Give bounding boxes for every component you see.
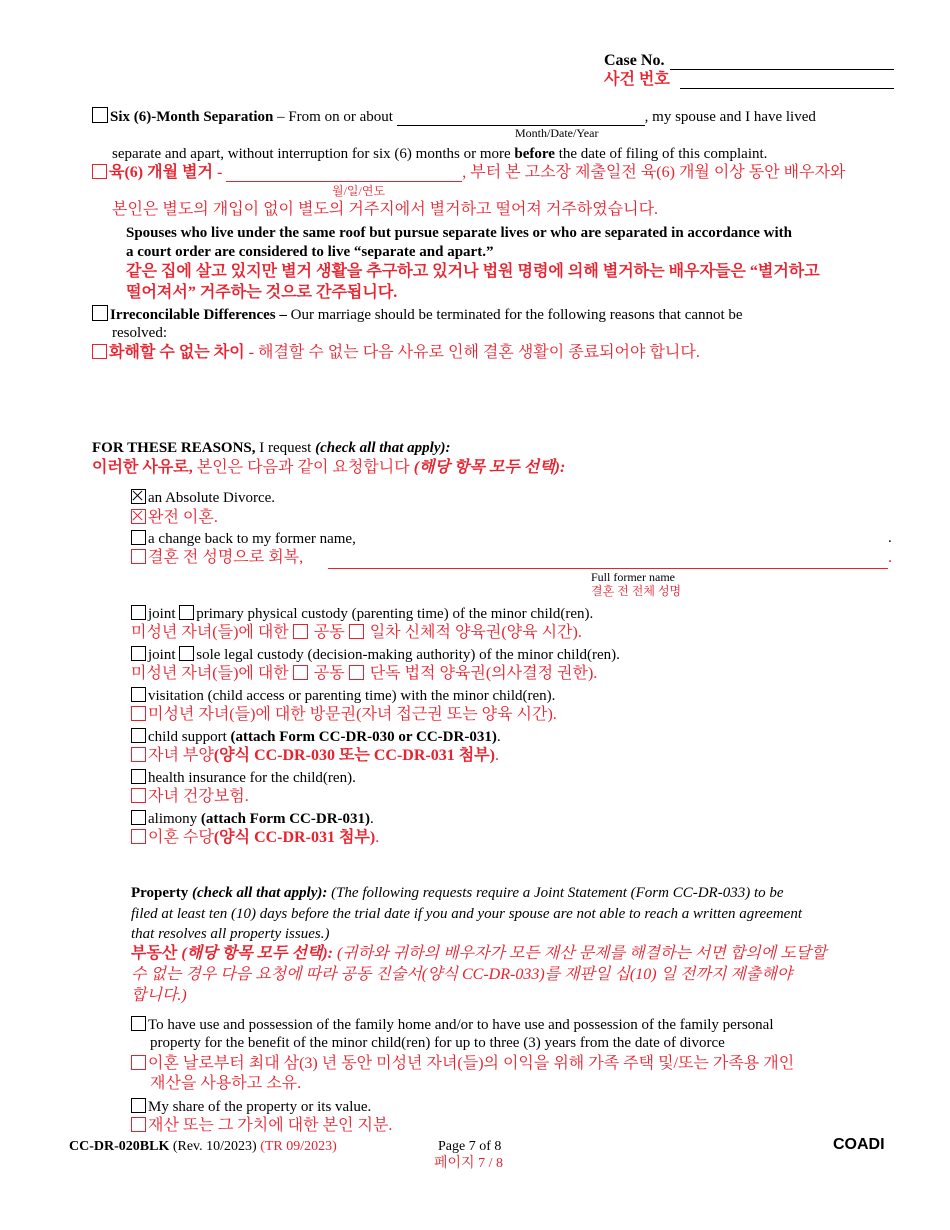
separation-date-field[interactable]	[397, 111, 645, 126]
request-name: a change back to my former name,	[131, 530, 356, 548]
coadi-logo: COADI	[833, 1136, 885, 1153]
request-alimony: alimony (attach Form CC-DR-031).	[131, 810, 374, 828]
share-checkbox[interactable]	[131, 1098, 146, 1113]
legal-sole-checkbox-ko[interactable]	[349, 665, 364, 680]
request-legal-custody-ko: 미성년 자녀(들)에 대한 공동 단독 법적 양육권(의사결정 권한).	[131, 665, 598, 682]
insurance-checkbox[interactable]	[131, 769, 146, 784]
request-divorce-ko: 완전 이혼.	[131, 509, 218, 527]
property-home-ko-line2: 재산을 사용하고 소유.	[150, 1075, 302, 1092]
separation-note-ko-line2: 떨어져서” 거주하는 것으로 간주됩니다.	[126, 284, 398, 301]
separation-date-hint-ko: 월/일/연도	[332, 184, 386, 198]
alimony-checkbox[interactable]	[131, 810, 146, 825]
separation-note-line2: a court order are considered to live “separate and apart.”	[126, 244, 494, 260]
visitation-checkbox[interactable]	[131, 687, 146, 702]
separation-checkbox[interactable]	[92, 107, 108, 123]
footer-page-ko: 페이지 7 / 8	[434, 1156, 503, 1171]
legal-joint-checkbox[interactable]	[131, 646, 146, 661]
property-home-line1: To have use and possession of the family home and/or to have use and possession of the family personal	[131, 1016, 773, 1034]
name-checkbox-ko[interactable]	[131, 549, 146, 564]
request-name-ko: 결혼 전 성명으로 회복,	[131, 549, 303, 567]
name-period-ko: .	[888, 549, 892, 566]
separation-note-line1: Spouses who live under the same roof but pursue separate lives or who are separated in accordance with	[126, 225, 792, 241]
irreconcilable-checkbox[interactable]	[92, 305, 108, 321]
alimony-checkbox-ko[interactable]	[131, 829, 146, 844]
support-checkbox[interactable]	[131, 728, 146, 743]
footer-page: Page 7 of 8	[438, 1139, 502, 1154]
name-checkbox[interactable]	[131, 530, 146, 545]
irreconcilable-line2: resolved:	[112, 325, 167, 341]
separation-line2: separate and apart, without interruption for six (6) months or more before the date of filing of this complaint.	[112, 146, 768, 162]
divorce-checkbox[interactable]	[131, 489, 146, 504]
share-checkbox-ko[interactable]	[131, 1117, 146, 1132]
insurance-checkbox-ko[interactable]	[131, 788, 146, 803]
property-ko-line3: 합니다.)	[131, 987, 187, 1004]
former-name-hint: Full former name	[591, 570, 675, 584]
request-health-insurance-ko: 자녀 건강보험.	[131, 788, 249, 806]
request-alimony-ko: 이혼 수당(양식 CC-DR-031 첨부).	[131, 829, 379, 847]
separation-line1: Six (6)-Month Separation – From on or about , my spouse and I have lived	[92, 107, 816, 126]
reasons-heading: FOR THESE REASONS, I request (check all that apply):	[92, 440, 451, 456]
property-share-ko: 재산 또는 그 가치에 대한 본인 지분.	[131, 1117, 392, 1135]
property-share: My share of the property or its value.	[131, 1098, 371, 1116]
separation-ko-line1: 육(6) 개월 별거 - , 부터 본 고소장 제출일전 육(6) 개월 이상 동안 배우자와	[92, 164, 846, 182]
physical-joint-checkbox[interactable]	[131, 605, 146, 620]
request-visitation: visitation (child access or parenting time) with the minor child(ren).	[131, 687, 555, 705]
legal-joint-checkbox-ko[interactable]	[293, 665, 308, 680]
case-no-field[interactable]	[670, 52, 894, 70]
home-checkbox-ko[interactable]	[131, 1055, 146, 1070]
property-intro-line3: that resolves all property issues.)	[131, 926, 330, 942]
property-intro-line1: Property (check all that apply): (The following requests require a Joint Statement (Form CC-DR-033) to be	[131, 885, 784, 901]
property-home-line2: property for the benefit of the minor child(ren) for up to three (3) years from the date of divorce	[150, 1035, 725, 1051]
case-no-field-ko[interactable]	[680, 71, 894, 89]
separation-checkbox-ko[interactable]	[92, 164, 107, 179]
former-name-field[interactable]	[328, 550, 888, 569]
separation-note-ko-line1: 같은 집에 살고 있지만 별거 생활을 추구하고 있거나 법원 명령에 의해 별거하는 배우자들은 “별거하고	[126, 263, 820, 280]
separation-ko-line2: 본인은 별도의 개입이 없이 별도의 거주지에서 별거하고 떨어져 거주하였습니다.	[112, 201, 659, 218]
physical-joint-checkbox-ko[interactable]	[293, 624, 308, 639]
footer-form-id: CC-DR-020BLK (Rev. 10/2023) (TR 09/2023)	[69, 1139, 337, 1154]
request-child-support: child support (attach Form CC-DR-030 or CC-DR-031).	[131, 728, 501, 746]
reasons-heading-ko: 이러한 사유로, 본인은 다음과 같이 요청합니다 (해당 항목 모두 선택):	[92, 459, 566, 476]
name-period: .	[888, 530, 892, 546]
former-name-hint-ko: 결혼 전 전체 성명	[591, 584, 682, 598]
request-divorce: an Absolute Divorce.	[131, 489, 275, 507]
irreconcilable-checkbox-ko[interactable]	[92, 344, 107, 359]
property-ko-line2: 수 없는 경우 다음 요청에 따라 공동 진술서(양식 CC-DR-033)를 재판일 십(10) 일 전까지 제출해야	[131, 966, 793, 983]
case-no-label: Case No.	[604, 52, 665, 69]
irreconcilable-line1: Irreconcilable Differences – Our marriage should be terminated for the following reasons that cannot be	[92, 305, 743, 324]
property-intro-line2: filed at least ten (10) days before the trial date if you and your spouse are not able to reach a written agreement	[131, 906, 802, 922]
case-no-label-ko: 사건 번호	[604, 71, 670, 88]
request-health-insurance: health insurance for the child(ren).	[131, 769, 356, 787]
request-legal-custody: joint sole legal custody (decision-making authority) of the minor child(ren).	[131, 646, 620, 664]
divorce-checkbox-ko[interactable]	[131, 509, 146, 524]
physical-primary-checkbox[interactable]	[179, 605, 194, 620]
irreconcilable-ko: 화해할 수 없는 차이 - 해결할 수 없는 다음 사유로 인해 결혼 생활이 종료되어야 합니다.	[92, 344, 700, 362]
separation-date-hint: Month/Date/Year	[515, 126, 599, 140]
home-checkbox[interactable]	[131, 1016, 146, 1031]
visitation-checkbox-ko[interactable]	[131, 706, 146, 721]
request-visitation-ko: 미성년 자녀(들)에 대한 방문권(자녀 접근권 또는 양육 시간).	[131, 706, 557, 724]
request-physical-custody: joint primary physical custody (parenting time) of the minor child(ren).	[131, 605, 593, 623]
request-physical-custody-ko: 미성년 자녀(들)에 대한 공동 일차 신체적 양육권(양육 시간).	[131, 624, 582, 641]
physical-primary-checkbox-ko[interactable]	[349, 624, 364, 639]
property-home-ko-line1: 이혼 날로부터 최대 삼(3) 년 동안 미성년 자녀(들)의 이익을 위해 가족 주택 및/또는 가족용 개인	[131, 1055, 794, 1073]
legal-sole-checkbox[interactable]	[179, 646, 194, 661]
separation-date-field-ko[interactable]	[226, 165, 462, 182]
request-child-support-ko: 자녀 부양(양식 CC-DR-030 또는 CC-DR-031 첨부).	[131, 747, 499, 765]
property-ko-line1: 부동산 (해당 항목 모두 선택): (귀하와 귀하의 배우자가 모든 재산 문제를 해결하는 서면 합의에 도달할	[131, 945, 827, 962]
support-checkbox-ko[interactable]	[131, 747, 146, 762]
